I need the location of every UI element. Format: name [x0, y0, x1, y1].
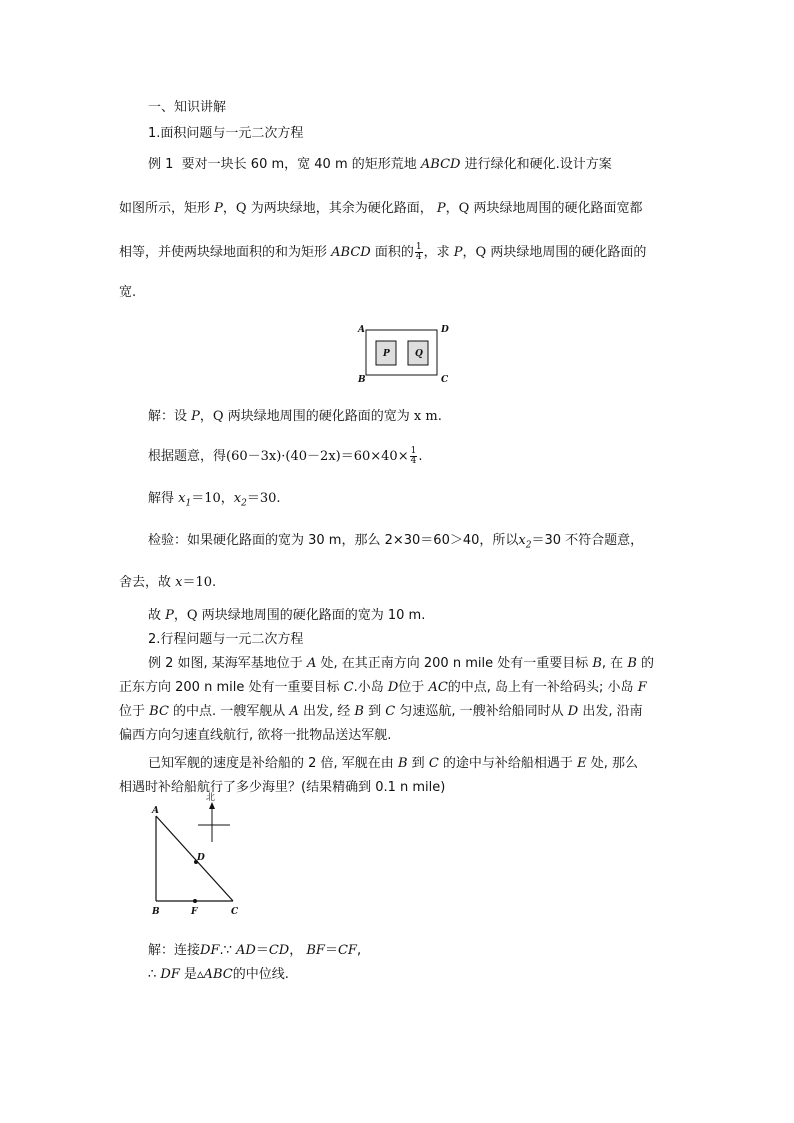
- comma: ，: [462, 245, 476, 260]
- var-p: P: [214, 201, 223, 216]
- ex1-line3-c: ，求: [423, 245, 450, 260]
- unit-m: m.: [425, 409, 442, 424]
- sol2-line1: [148, 943, 361, 959]
- point-f: [193, 899, 197, 903]
- section-heading: 一、知识讲解: [148, 100, 227, 115]
- ex1-text-a: 要对一块长 60 m，宽 40 m 的矩形荒地: [181, 157, 417, 172]
- figure-triangle-abc: [148, 793, 248, 918]
- topic2-number: 2.: [148, 632, 161, 647]
- label-d: D: [197, 853, 205, 863]
- topic1-title: [148, 126, 303, 142]
- var-d: D: [387, 680, 399, 695]
- sol2-l2-b: 是: [184, 967, 198, 982]
- ex2-l1-d: 的: [641, 656, 655, 671]
- side-ac: [156, 816, 233, 901]
- ex1-line2-c: 两块绿地周围的硬化路面宽都: [473, 201, 643, 216]
- var-q: Q: [475, 245, 487, 260]
- label-b: B: [152, 907, 160, 917]
- triangle-abc: ▵ABC: [197, 967, 233, 982]
- ex2-line1: [148, 656, 654, 672]
- var-x: x: [175, 575, 183, 590]
- sol1-line1: [148, 409, 442, 425]
- ex2-l5-d: 处, 那么: [590, 756, 638, 771]
- ex2-l2-b: .小岛: [353, 680, 384, 695]
- ex2-l1-b: 处, 在其正南方向 200 n mile 处有一重要目标: [320, 656, 589, 671]
- var-x2: $x_2$: [518, 533, 532, 551]
- var-df: DF: [200, 943, 220, 958]
- ex2-line3: [119, 704, 643, 720]
- var-a: A: [289, 704, 299, 719]
- ex2-l5-c: 的途中与补给船相遇于: [442, 756, 573, 771]
- var-a: A: [306, 656, 317, 671]
- var-d: D: [567, 704, 579, 719]
- ex2-l3-b: 的中点. 一艘军舰从: [173, 704, 286, 719]
- var-b: B: [627, 656, 637, 671]
- sol1-line5: [119, 575, 216, 591]
- sol1-l6-a: 故: [148, 608, 162, 623]
- comma: ，: [222, 201, 236, 216]
- period: .: [418, 449, 423, 464]
- sol1-line3: [148, 491, 281, 512]
- var-q: Q: [235, 201, 247, 216]
- sol1-l4-a: 检验：如果硬化路面的宽为 30 m，那么 2×30＝60＞40，所以: [148, 533, 519, 548]
- comma: ，: [445, 201, 459, 216]
- sol2-l1-a: 解：连接: [148, 943, 201, 958]
- sol1-l4-b: ＝30 不符合题意，: [531, 533, 644, 548]
- sol1-jie: 解：设: [148, 409, 188, 424]
- label-c: C: [441, 375, 449, 385]
- equals: ＝: [255, 943, 269, 958]
- sol1-line6: [148, 608, 425, 624]
- ex2-l2-c: 位于: [398, 680, 425, 695]
- ex1-abcd: ABCD: [420, 157, 461, 172]
- sol2-l2-c: 的中位线.: [232, 967, 289, 982]
- equals: ＝: [324, 943, 338, 958]
- var-q: Q: [186, 608, 198, 623]
- ex2-l3-c: 出发, 经: [302, 704, 351, 719]
- x1-value: ＝10，: [191, 491, 234, 506]
- ex1-line1: [148, 157, 612, 173]
- ex2-l2-a: 正东方向 200 n mile 处有一重要目标: [119, 680, 340, 695]
- var-f: F: [637, 680, 647, 695]
- topic1-number: 1.: [148, 126, 161, 141]
- north-arrow-icon: [209, 802, 215, 809]
- topic2-title: [148, 632, 303, 648]
- label-p: P: [383, 349, 390, 359]
- var-x2: $x_2$: [233, 491, 247, 509]
- var-c: C: [385, 704, 396, 719]
- sol1-l2-a: 根据题意，得: [148, 449, 227, 464]
- var-e: E: [577, 756, 587, 771]
- fraction-quarter: $\frac{1}{4}$: [415, 242, 422, 262]
- sol2-l2-a: ∴: [148, 967, 157, 982]
- sol1-l5-b: ＝10.: [182, 575, 217, 590]
- ex1-abcd: ABCD: [331, 245, 371, 260]
- var-df: DF: [160, 967, 180, 982]
- ex2-line4: 偏西方向匀速直线航行, 欲将一批物品送达军舰.: [119, 728, 392, 743]
- ex2-l1-a: 例 2 如图, 某海军基地位于: [148, 656, 303, 671]
- label-a: A: [152, 806, 159, 816]
- label-c: C: [231, 907, 239, 917]
- ex1-line2: [119, 201, 642, 217]
- ex1-line3-a: 相等，并使两块绿地面积的和为矩形: [119, 245, 328, 260]
- ex2-l5-b: 到: [411, 756, 425, 771]
- label-f: F: [191, 907, 198, 917]
- ex2-l2-d: 的中点, 岛上有一补给码头; 小岛: [447, 680, 634, 695]
- ex1-line3-d: 两块绿地周围的硬化路面的: [490, 245, 647, 260]
- sol1-equation: (60－3x)·(40－2x)＝60×40×: [226, 449, 409, 464]
- var-x1: $x_1$: [178, 491, 192, 509]
- x2-value: ＝30.: [246, 491, 281, 506]
- sol1-l5-a: 舍去，故: [119, 575, 172, 590]
- var-q: Q: [212, 409, 224, 424]
- sol1-l6-b: 两块绿地周围的硬化路面的宽为 10 m.: [201, 608, 426, 623]
- label-b: B: [358, 375, 366, 385]
- comma: ，: [199, 409, 213, 424]
- ex1-text-b: 进行绿化和硬化.设计方案: [464, 157, 612, 172]
- var-p: P: [453, 245, 463, 260]
- var-c: C: [343, 680, 354, 695]
- sol2-l1-c: ，: [289, 943, 303, 958]
- var-x: x: [413, 409, 422, 424]
- var-p: P: [436, 201, 446, 216]
- ex2-l3-a: 位于: [119, 704, 146, 719]
- label-q: Q: [415, 349, 423, 359]
- sol2-line2: [148, 967, 289, 983]
- label-a: A: [358, 325, 365, 335]
- var-b: B: [592, 656, 602, 671]
- var-bc: BC: [149, 704, 169, 719]
- sol2-l1-d: ,: [356, 943, 362, 958]
- sol1-l1-tail: 两块绿地周围的硬化路面的宽为: [227, 409, 410, 424]
- sol2-l1-b: .∵: [219, 943, 232, 958]
- ex1-label: 例 1: [148, 157, 174, 172]
- ex2-l1-c: , 在: [601, 656, 624, 671]
- var-p: P: [191, 409, 200, 424]
- ex1-line4: 宽.: [119, 285, 137, 300]
- var-ac: AC: [428, 680, 448, 695]
- var-cf: CF: [337, 943, 357, 958]
- topic1-text: 面积问题与一元二次方程: [160, 126, 304, 141]
- ex2-l5-a: 已知军舰的速度是补给船的 2 倍, 军舰在由: [148, 756, 394, 771]
- var-b: B: [354, 704, 364, 719]
- sol1-line4: [148, 533, 643, 554]
- ex2-l3-e: 匀速巡航, 一艘补给船同时从: [399, 704, 564, 719]
- ex1-line2-a: 如图所示，矩形: [119, 201, 211, 216]
- var-c: C: [428, 756, 439, 771]
- var-bf: BF: [306, 943, 325, 958]
- ex2-l3-d: 到: [368, 704, 382, 719]
- label-north: 北: [206, 793, 216, 803]
- comma: ，: [173, 608, 187, 623]
- var-ad: AD: [236, 943, 256, 958]
- var-cd: CD: [268, 943, 290, 958]
- fraction-quarter: $\frac{1}{4}$: [410, 446, 417, 466]
- ex2-line6: 相遇时补给船航行了多少海里？(结果精确到 0.1 n mile): [119, 780, 446, 795]
- ex1-line2-b: 为两块绿地，其余为硬化路面，: [250, 201, 433, 216]
- sol1-line2: [148, 447, 422, 467]
- ex2-line5: [148, 756, 638, 772]
- label-d: D: [441, 325, 449, 335]
- ex1-line3: [119, 243, 646, 263]
- sol1-l3-a: 解得: [148, 491, 175, 506]
- var-b: B: [397, 756, 408, 771]
- ex2-line2: [119, 680, 647, 696]
- figure-rectangle-abcd: [356, 322, 452, 384]
- ex2-l3-f: 出发, 沿南: [582, 704, 643, 719]
- var-q: Q: [458, 201, 470, 216]
- ex1-line3-b: 面积的: [374, 245, 414, 260]
- topic2-text: 行程问题与一元二次方程: [160, 632, 304, 647]
- var-p: P: [165, 608, 174, 623]
